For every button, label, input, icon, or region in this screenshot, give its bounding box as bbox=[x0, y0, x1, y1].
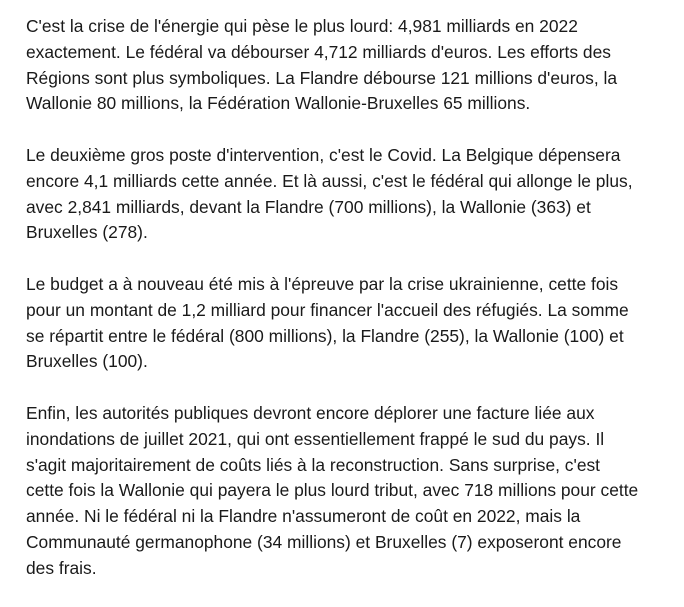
text-line: Bruxelles (278). bbox=[26, 222, 148, 243]
paragraph-covid bbox=[26, 143, 666, 246]
text-line: Communauté germanophone (34 millions) et Bruxelles (7) exposeront encore bbox=[26, 531, 622, 552]
text-line: Wallonie 80 millions, la Fédération Wallonie-Bruxelles 65 millions. bbox=[26, 93, 531, 114]
text-line: pour un montant de 1,2 milliard pour financer l'accueil des réfugiés. La somme bbox=[26, 299, 629, 320]
text-line: se répartit entre le fédéral (800 millions), la Flandre (255), la Wallonie (100) et bbox=[26, 325, 624, 346]
text-line: Bruxelles (100). bbox=[26, 351, 148, 372]
text-line: C'est la crise de l'énergie qui pèse le plus lourd: 4,981 milliards en 2022 bbox=[26, 16, 578, 36]
text-line: s'agit majoritairement de coûts liés à la reconstruction. Sans surprise, c'est bbox=[26, 454, 601, 475]
paragraph-energy-crisis bbox=[26, 14, 666, 117]
text-line: cette fois la Wallonie qui payera le plus lourd tribut, avec 718 millions pour cette bbox=[26, 480, 639, 501]
text-line: avec 2,841 milliards, devant la Flandre (700 millions), la Wallonie (363) et bbox=[26, 196, 591, 217]
text-line: encore 4,1 milliards cette année. Et là aussi, c'est le fédéral qui allonge le plus, bbox=[26, 170, 633, 191]
text-line: exactement. Le fédéral va débourser 4,712 milliards d'euros. Les efforts des bbox=[26, 41, 611, 62]
text-line: Enfin, les autorités publiques devront encore déplorer une facture liée aux bbox=[26, 402, 595, 423]
paragraph-floods bbox=[26, 401, 666, 582]
text-line: Le budget a à nouveau été mis à l'épreuve par la crise ukrainienne, cette fois bbox=[26, 273, 619, 294]
article-body bbox=[26, 14, 666, 607]
paragraph-ukraine-crisis bbox=[26, 272, 666, 375]
text-line: des frais. bbox=[26, 557, 97, 578]
text-line: inondations de juillet 2021, qui ont essentiellement frappé le sud du pays. Il bbox=[26, 428, 605, 449]
text-line: année. Ni le fédéral ni la Flandre n'assumeront de coût en 2022, mais la bbox=[26, 506, 581, 527]
text-line: Le deuxième gros poste d'intervention, c'est le Covid. La Belgique dépensera bbox=[26, 144, 621, 165]
text-line: Régions sont plus symboliques. La Flandre débourse 121 millions d'euros, la bbox=[26, 67, 618, 88]
